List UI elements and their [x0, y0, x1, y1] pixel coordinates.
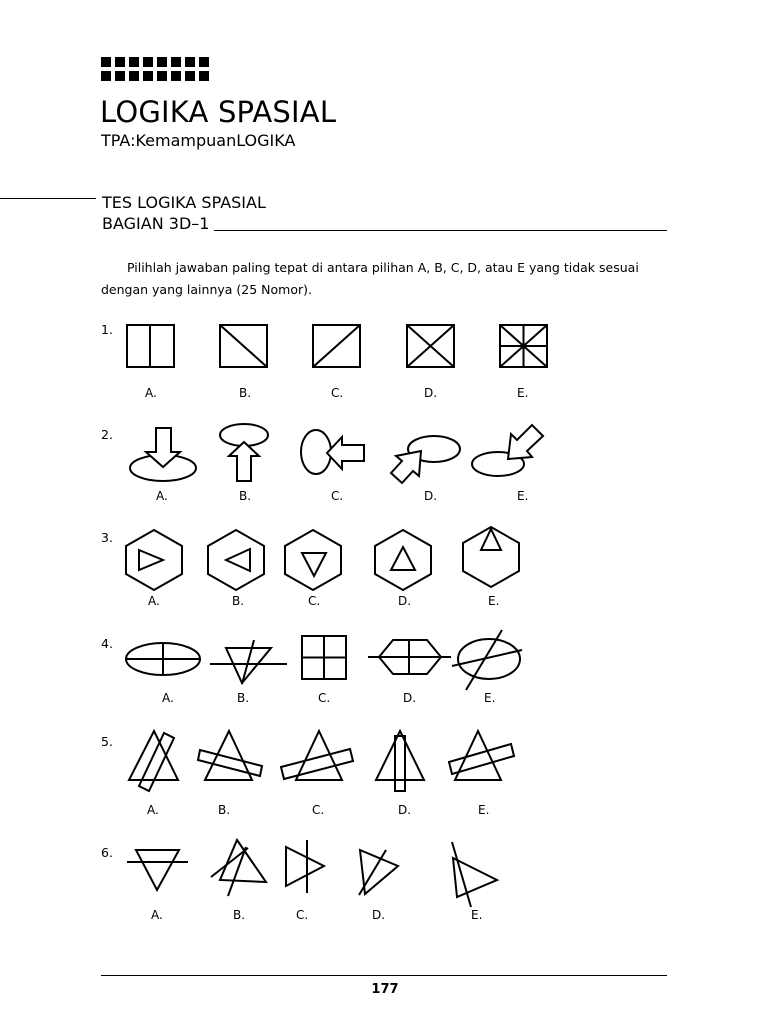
q4-figure-d [368, 640, 451, 674]
option-label: D. [403, 691, 417, 705]
option-label: A. [162, 691, 174, 705]
question-number: 1. [101, 322, 113, 337]
option-label: B. [239, 386, 252, 400]
option-label: A. [156, 489, 168, 503]
option-label: B. [232, 594, 245, 608]
instructions: Pilihlah jawaban paling tepat di antara pilihan A, B, C, D, atau E yang tidak sesuai dengan yang lainnya (25 Nomor). [101, 260, 639, 297]
option-label: B. [233, 908, 246, 922]
page-number: 177 [371, 982, 399, 997]
option-label: B. [237, 691, 250, 705]
option-label: C. [331, 386, 344, 400]
q2-figure-d [391, 436, 460, 483]
option-label: C. [296, 908, 309, 922]
q3-figure-d [375, 530, 431, 590]
option-label: E. [484, 691, 496, 705]
option-label: E. [488, 594, 500, 608]
option-label: D. [398, 594, 412, 608]
q3-figure-b [208, 530, 264, 590]
q6-figure-d [359, 850, 398, 895]
footer-divider [101, 975, 667, 976]
option-label: E. [478, 803, 490, 817]
q6-figure-c [286, 840, 324, 893]
option-label: A. [148, 594, 160, 608]
page-title: LOGIKA SPASIAL [100, 95, 337, 129]
q6-figure-b [211, 840, 266, 896]
option-label: C. [308, 594, 321, 608]
q2-figure-e [472, 425, 543, 476]
q3-figure-c [285, 530, 341, 590]
page-subtitle: TPA:KemampuanLOGIKA [101, 131, 296, 150]
q1-figure-c [313, 325, 360, 367]
q1-figure-d [407, 325, 454, 367]
option-label: B. [239, 489, 252, 503]
option-label: D. [398, 803, 412, 817]
q5-figure-b [198, 731, 262, 780]
option-label: C. [312, 803, 325, 817]
option-label: A. [151, 908, 163, 922]
q4-figure-e [452, 630, 522, 690]
option-label: D. [424, 489, 438, 503]
q5-figure-d [376, 731, 424, 791]
option-label: E. [517, 489, 529, 503]
option-label: C. [331, 489, 344, 503]
question-number: 6. [101, 845, 113, 860]
option-label: A. [145, 386, 157, 400]
q4-figure-b [210, 640, 287, 684]
option-label: D. [424, 386, 438, 400]
q2-figure-b [220, 424, 268, 481]
question-number: 4. [101, 636, 113, 651]
q2-figure-a [130, 428, 196, 481]
question-number: 3. [101, 530, 113, 545]
section-title: TES LOGIKA SPASIAL [102, 193, 266, 212]
q6-figure-e [452, 842, 497, 907]
q5-figure-a [129, 731, 178, 791]
question-number: 2. [101, 427, 113, 442]
q5-figure-e [449, 731, 514, 780]
option-label: E. [471, 908, 483, 922]
q4-figure-a [126, 643, 200, 675]
question-number: 5. [101, 734, 113, 749]
q3-figure-a [126, 530, 182, 590]
option-label: C. [318, 691, 331, 705]
option-label: B. [218, 803, 231, 817]
q2-figure-c [301, 430, 364, 474]
q1-figure-b [220, 325, 267, 367]
option-label: A. [147, 803, 159, 817]
section-subtitle: BAGIAN 3D–1 [102, 214, 210, 233]
q1-figure-e [500, 325, 547, 367]
q5-figure-c [281, 731, 353, 780]
q1-figure-a [127, 325, 174, 367]
q4-figure-c [302, 636, 346, 679]
q6-figure-a [127, 850, 188, 890]
option-label: E. [517, 386, 529, 400]
option-label: D. [372, 908, 386, 922]
q3-figure-e [463, 527, 519, 587]
